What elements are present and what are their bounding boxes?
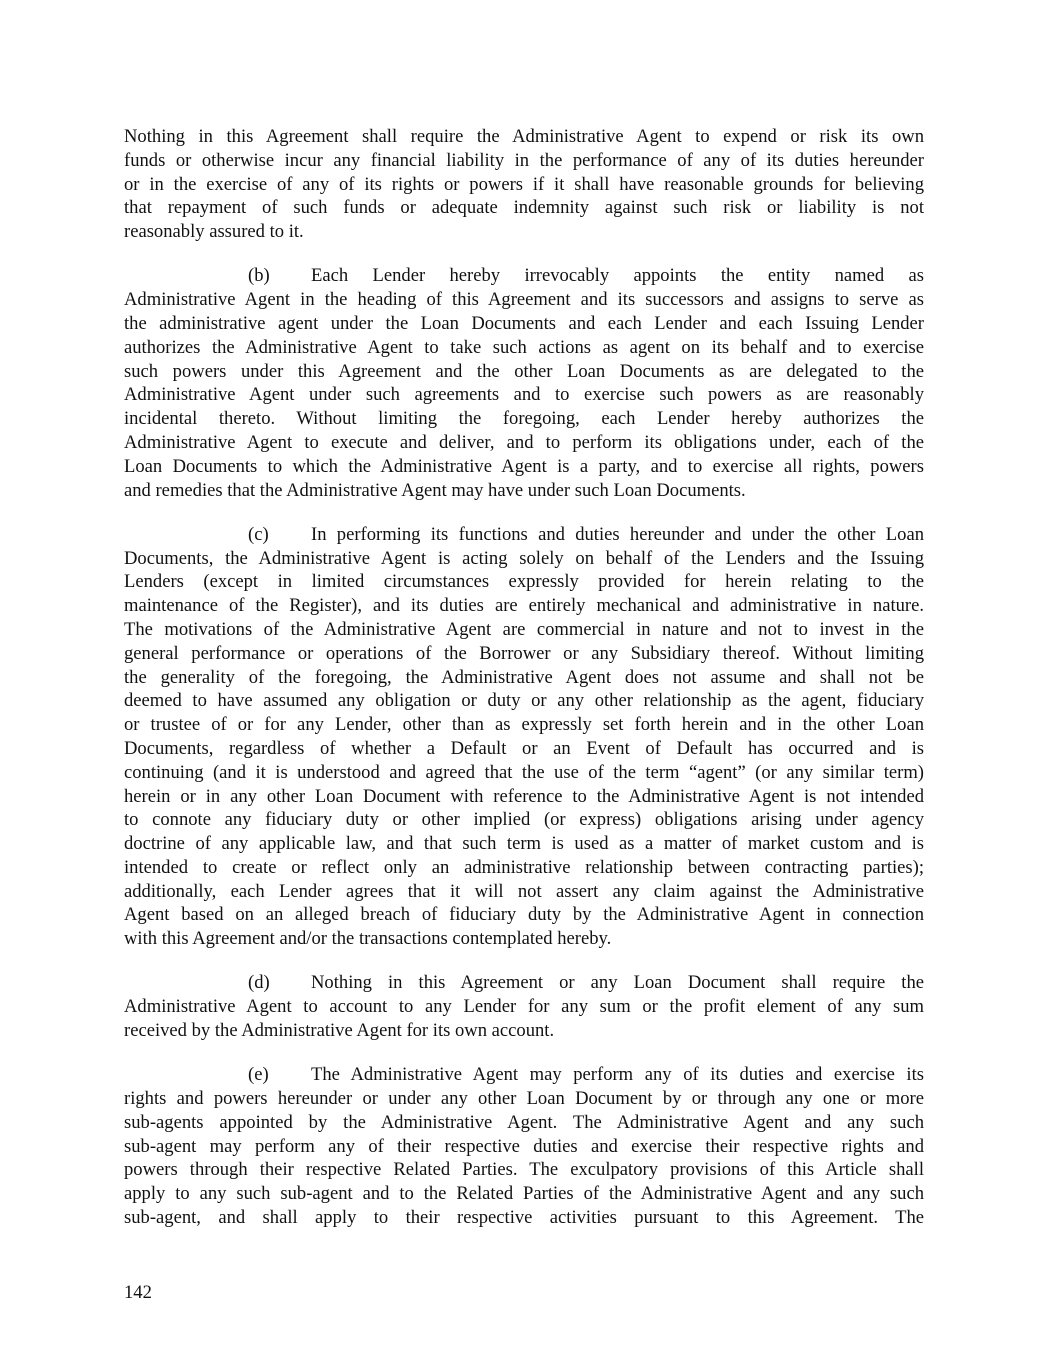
text-line: deemed to have assumed any obligation or duty or any other relationship as the agent, fiduciary bbox=[124, 690, 924, 712]
text-line: Administrative Agent under such agreements and to exercise such powers as are reasonably bbox=[124, 384, 924, 406]
text-line: funds or otherwise incur any financial liability in the performance of any of its duties hereunder bbox=[124, 149, 924, 171]
text-line: The motivations of the Administrative Agent are commercial in nature and not to invest in the bbox=[124, 618, 924, 640]
text-line: rights and powers hereunder or under any other Loan Document by or through any one or more bbox=[124, 1088, 924, 1110]
line-text: Nothing in this Agreement or any Loan Document shall require the bbox=[311, 972, 924, 994]
text-line: apply to any such sub-agent and to the Related Parties of the Administrative Agent and any such bbox=[124, 1183, 924, 1205]
text-line: and remedies that the Administrative Agent may have under such Loan Documents. bbox=[124, 479, 746, 501]
line-text: The Administrative Agent may perform any of its duties and exercise its bbox=[311, 1064, 924, 1086]
text-line: sub-agent, and shall apply to their respective activities pursuant to this Agreement. The bbox=[124, 1207, 924, 1229]
text-line: Lenders (except in limited circumstances expressly provided for herein relating to the bbox=[124, 571, 924, 593]
text-line: doctrine of any applicable law, and that such term is used as a matter of market custom and is bbox=[124, 833, 924, 855]
text-line: Agent based on an alleged breach of fiduciary duty by the Administrative Agent in connection bbox=[124, 904, 924, 926]
text-line: sub-agents appointed by the Administrative Agent. The Administrative Agent and any such bbox=[124, 1111, 924, 1133]
text-line: herein or in any other Loan Document with reference to the Administrative Agent is not intended bbox=[124, 785, 924, 807]
text-line: with this Agreement and/or the transactions contemplated hereby. bbox=[124, 928, 612, 950]
paragraph-c bbox=[124, 523, 924, 951]
text-line: or trustee of or for any Lender, other than as expressly set forth herein and in the other Loan bbox=[124, 714, 924, 736]
text-line: general performance or operations of the Borrower or any Subsidiary thereof. Without limiting bbox=[124, 642, 924, 664]
text-line: the administrative agent under the Loan Documents and each Lender and each Issuing Lender bbox=[124, 312, 924, 334]
paragraph-label: (c) bbox=[248, 523, 269, 545]
text-line: that repayment of such funds or adequate indemnity against such risk or liability is not bbox=[124, 197, 924, 219]
text-line: reasonably assured to it. bbox=[124, 221, 304, 243]
text-line: received by the Administrative Agent for its own account. bbox=[124, 1020, 555, 1042]
text-line bbox=[124, 1063, 924, 1087]
text-line: or in the exercise of any of its rights or powers if it shall have reasonable grounds for believing bbox=[124, 173, 924, 195]
text-line: Documents, regardless of whether a Default or an Event of Default has occurred and is bbox=[124, 737, 924, 759]
text-line: powers through their respective Related Parties. The exculpatory provisions of this Article shall bbox=[124, 1159, 924, 1181]
text-line: Documents, the Administrative Agent is acting solely on behalf of the Lenders and the Issuing bbox=[124, 547, 924, 569]
line-text: In performing its functions and duties hereunder and under the other Loan bbox=[311, 523, 924, 545]
text-line: sub-agent may perform any of their respective duties and exercise their respective rights and bbox=[124, 1135, 924, 1157]
document-body bbox=[124, 125, 924, 1250]
text-line bbox=[124, 523, 924, 547]
text-line: Administrative Agent in the heading of this Agreement and its successors and assigns to serve as bbox=[124, 289, 924, 311]
text-line bbox=[124, 264, 924, 288]
text-line: additionally, each Lender agrees that it will not assert any claim against the Administrative bbox=[124, 880, 924, 902]
text-line: such powers under this Agreement and the other Loan Documents as are delegated to the bbox=[124, 360, 924, 382]
text-line: incidental thereto. Without limiting the foregoing, each Lender hereby authorizes the bbox=[124, 408, 924, 430]
text-line: to connote any fiduciary duty or other implied (or express) obligations arising under agency bbox=[124, 809, 924, 831]
text-line: Administrative Agent to account to any Lender for any sum or the profit element of any sum bbox=[124, 996, 924, 1018]
paragraph-label: (b) bbox=[248, 265, 270, 287]
paragraph-e bbox=[124, 1063, 924, 1230]
paragraph-label: (e) bbox=[248, 1064, 269, 1086]
paragraph-b bbox=[124, 264, 924, 502]
page-number: 142 bbox=[124, 1282, 152, 1303]
line-text: Each Lender hereby irrevocably appoints the entity named as bbox=[311, 265, 924, 287]
paragraph-d bbox=[124, 971, 924, 1042]
text-line: the generality of the foregoing, the Administrative Agent does not assume and shall not be bbox=[124, 666, 924, 688]
text-line bbox=[124, 971, 924, 995]
text-line: Loan Documents to which the Administrative Agent is a party, and to exercise all rights, powers bbox=[124, 455, 924, 477]
paragraph-label: (d) bbox=[248, 972, 270, 994]
text-line: intended to create or reflect only an administrative relationship between contracting parties); bbox=[124, 856, 924, 878]
text-line: Administrative Agent to execute and deliver, and to perform its obligations under, each of the bbox=[124, 431, 924, 453]
text-line: authorizes the Administrative Agent to take such actions as agent on its behalf and to exercise bbox=[124, 336, 924, 358]
paragraph-intro bbox=[124, 125, 924, 244]
text-line: Nothing in this Agreement shall require the Administrative Agent to expend or risk its own bbox=[124, 126, 924, 147]
text-line: maintenance of the Register), and its duties are entirely mechanical and administrative in nature. bbox=[124, 595, 924, 617]
text-line: continuing (and it is understood and agreed that the use of the term “agent” (or any similar term) bbox=[124, 761, 924, 783]
